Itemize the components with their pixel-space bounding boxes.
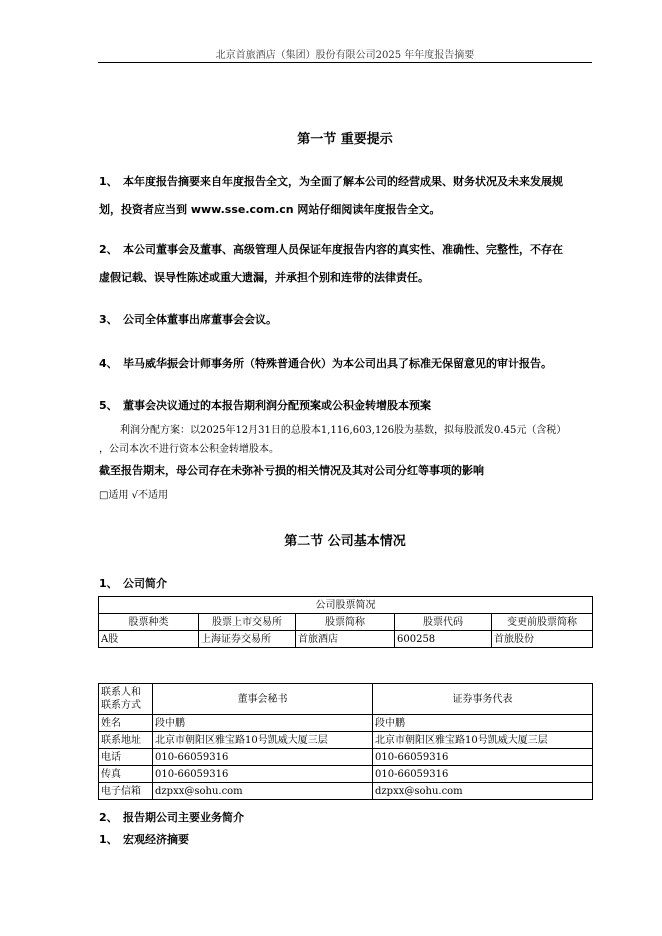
- table-cell: dzpxx@sohu.com: [153, 783, 373, 800]
- table-header-row: [99, 614, 593, 631]
- table-row: [99, 766, 593, 783]
- table-cell: 北京市朝阳区雅宝路10号凯威大厦三层: [373, 732, 593, 749]
- item-text: 董事会决议通过的本报告期利润分配预案或公积金转增股本预案: [123, 399, 431, 412]
- header-cell: 变更前股票简称: [492, 614, 593, 631]
- section-1-title: 第一节 重要提示: [297, 132, 393, 147]
- table-row: [99, 715, 593, 732]
- table-cell: 010-66059316: [153, 766, 373, 783]
- table-row: [99, 749, 593, 766]
- table-caption: 公司股票简况: [99, 597, 593, 614]
- table-cell: 首旅股份: [492, 631, 593, 648]
- subheading-company-profile: [99, 570, 593, 598]
- corner-cell: [99, 684, 153, 715]
- profit-distribution-line1: 利润分配方案：以2025年12月31日的总股本1,116,603,126股为基数，拟每股派发0.45元（含税）: [120, 425, 567, 436]
- item-text: 公司简介: [123, 577, 167, 590]
- table-header-row: [99, 684, 593, 715]
- stock-info-table: [98, 596, 593, 648]
- header-cell: 股票种类: [99, 614, 199, 631]
- table-cell: 段中鹏: [153, 715, 373, 732]
- item-number: 1、: [99, 577, 118, 590]
- subheading-macro-summary: [99, 826, 593, 854]
- item-number: 3、: [99, 313, 118, 326]
- item-text-cont: 划，投资者应当到 www.sse.com.cn 网站仔细阅读年度报告全文。: [99, 203, 441, 216]
- item-number: 2、: [99, 811, 118, 824]
- row-label: 电话: [99, 749, 153, 766]
- table-row: [99, 783, 593, 800]
- corner-text: 联系方式: [101, 700, 141, 711]
- item-number: 2、: [99, 243, 118, 256]
- applicable-status: □适用 √不适用: [99, 490, 168, 501]
- header-cell: 董事会秘书: [153, 684, 373, 715]
- table-cell: 段中鹏: [373, 715, 593, 732]
- header-cell: 证券事务代表: [373, 684, 593, 715]
- header-divider: [98, 62, 592, 63]
- notice-item-4: [99, 350, 593, 378]
- notice-item-5: [99, 392, 593, 420]
- notice-item-1: [99, 168, 593, 224]
- table-cell: A股: [99, 631, 199, 648]
- item-text: 报告期公司主要业务简介: [123, 811, 244, 824]
- table-cell: 上海证券交易所: [199, 631, 296, 648]
- row-label: 传真: [99, 766, 153, 783]
- deficit-heading: 截至报告期末，母公司存在未弥补亏损的相关情况及其对公司分红等事项的影响: [99, 464, 484, 477]
- item-text: 本公司董事会及董事、高级管理人员保证年度报告内容的真实性、准确性、完整性，不存在: [123, 243, 563, 256]
- header-cell: 股票简称: [296, 614, 395, 631]
- corner-text: 联系人和: [101, 687, 141, 698]
- item-text: 宏观经济摘要: [123, 833, 189, 846]
- table-cell: 010-66059316: [373, 749, 593, 766]
- table-cell: 010-66059316: [153, 749, 373, 766]
- item-number: 1、: [99, 833, 118, 846]
- notice-item-2: [99, 236, 593, 292]
- item-text: 公司全体董事出席董事会会议。: [123, 313, 277, 326]
- item-number: 1、: [99, 175, 118, 188]
- row-label: 姓名: [99, 715, 153, 732]
- item-number: 5、: [99, 399, 118, 412]
- table-cell: 010-66059316: [373, 766, 593, 783]
- table-cell: 北京市朝阳区雅宝路10号凯威大厦三层: [153, 732, 373, 749]
- table-row: [99, 732, 593, 749]
- table-row: [99, 631, 593, 648]
- table-cell: dzpxx@sohu.com: [373, 783, 593, 800]
- profit-distribution-line2: ，公司本次不进行资本公积金转增股本。: [99, 444, 279, 455]
- header-cell: 股票上市交易所: [199, 614, 296, 631]
- item-text: 毕马威华振会计师事务所（特殊普通合伙）为本公司出具了标准无保留意见的审计报告。: [123, 357, 552, 370]
- section-2-title: 第二节 公司基本情况: [284, 534, 406, 549]
- item-text-cont: 虚假记载、误导性陈述或重大遗漏，并承担个别和连带的法律责任。: [99, 271, 429, 284]
- item-number: 4、: [99, 357, 118, 370]
- contact-table: [98, 683, 593, 800]
- row-label: 电子信箱: [99, 783, 153, 800]
- page-header: 北京首旅酒店（集团）股份有限公司2025 年年度报告摘要: [215, 50, 475, 61]
- row-label: 联系地址: [99, 732, 153, 749]
- table-cell: 600258: [395, 631, 492, 648]
- header-cell: 股票代码: [395, 614, 492, 631]
- table-cell: 首旅酒店: [296, 631, 395, 648]
- notice-item-3: [99, 306, 593, 334]
- item-text: 本年度报告摘要来自年度报告全文，为全面了解本公司的经营成果、财务状况及未来发展规: [123, 175, 563, 188]
